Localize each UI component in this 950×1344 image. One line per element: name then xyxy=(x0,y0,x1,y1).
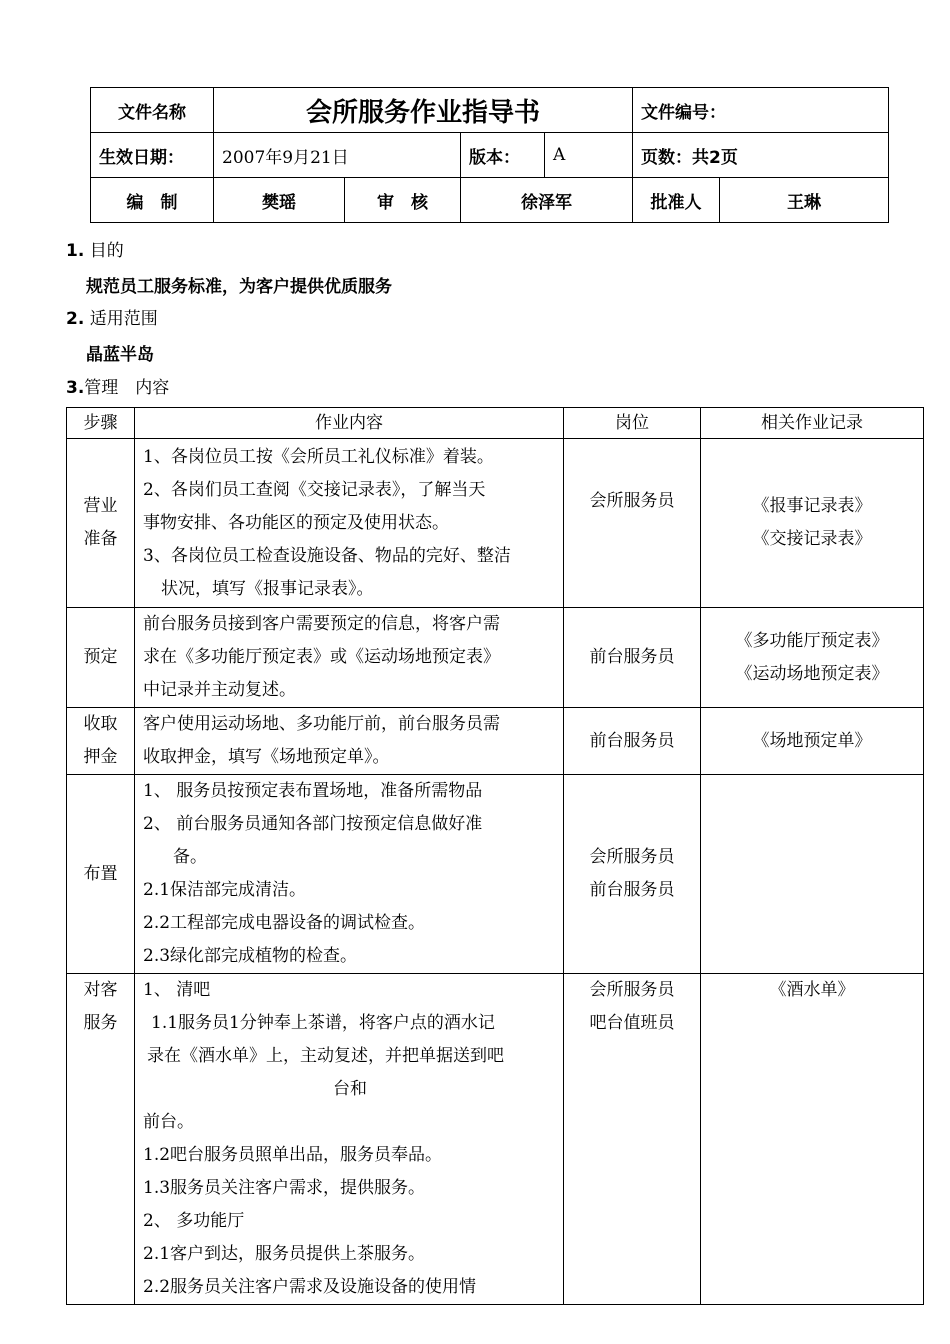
file-number-label: 文件编号： xyxy=(633,88,889,133)
step-cell xyxy=(67,708,135,775)
content-line: 客户使用运动场地、多功能厅前，前台服务员需 xyxy=(143,714,500,734)
content-line: 求在《多功能厅预定表》或《运动场地预定表》 xyxy=(143,647,500,667)
content-line: 2.1客户到达，服务员提供上茶服务。 xyxy=(143,1244,426,1264)
content-cell xyxy=(135,974,564,1305)
post-cell xyxy=(564,974,701,1305)
reviewed-label: 审 核 xyxy=(345,178,461,223)
content-line: 前台。 xyxy=(143,1112,194,1132)
effective-date-label: 生效日期： xyxy=(91,133,214,178)
section-2-number: 2. xyxy=(66,309,85,329)
content-cell xyxy=(135,775,564,974)
content-line: 备。 xyxy=(173,847,207,867)
content-line: 状况，填写《报事记录表》。 xyxy=(161,578,374,599)
content-line: 中记录并主动复述。 xyxy=(143,680,296,700)
content-line: 收取押金，填写《场地预定单》。 xyxy=(143,747,390,767)
step-text: 预定 xyxy=(83,647,118,667)
section-3-heading xyxy=(66,373,169,398)
content-line: 1、各岗位员工按《会所员工礼仪标准》着装。 xyxy=(143,446,494,467)
step-text: 对客 xyxy=(83,980,118,1000)
approved-by: 王琳 xyxy=(720,178,889,223)
section-1-number: 1. xyxy=(66,241,85,261)
content-line: 1、 清吧 xyxy=(143,980,211,1000)
record-text: 《多功能厅预定表》 xyxy=(735,630,889,651)
effective-date-value: 2007年9月21日 xyxy=(214,133,461,178)
content-line: 2、 前台服务员通知各部门按预定信息做好准 xyxy=(143,814,483,834)
step-text: 收取 xyxy=(83,714,118,734)
section-3-title: 管理 内容 xyxy=(84,378,170,398)
file-name-label: 文件名称 xyxy=(91,88,214,133)
content-line: 2、各岗们员工查阅《交接记录表》，了解当天 xyxy=(143,479,486,500)
step-text: 营业 xyxy=(83,496,118,516)
content-line: 1.3服务员关注客户需求，提供服务。 xyxy=(143,1178,426,1198)
records-cell xyxy=(701,974,924,1305)
step-cell xyxy=(67,974,135,1305)
step-text: 押金 xyxy=(83,747,118,767)
content-cell xyxy=(135,708,564,775)
section-2-text: 晶蓝半岛 xyxy=(86,345,154,365)
content-line: 事物安排、各功能区的预定及使用状态。 xyxy=(143,512,449,533)
page-count-label: 页数：共2页 xyxy=(633,133,889,178)
procedure-table xyxy=(66,407,924,1305)
post-cell xyxy=(564,708,701,775)
document-title: 会所服务作业指导书 xyxy=(214,88,633,133)
content-line: 前台服务员接到客户需要预定的信息，将客户需 xyxy=(143,614,500,634)
table-row xyxy=(67,608,924,708)
content-line: 3、各岗位员工检查设施设备、物品的完好、整洁 xyxy=(143,545,511,566)
post-text: 会所服务员 xyxy=(589,491,675,511)
content-line: 1.2吧台服务员照单出品，服务员奉品。 xyxy=(143,1145,443,1165)
post-text: 会所服务员 xyxy=(589,980,675,1000)
record-text: 《场地预定单》 xyxy=(752,730,872,751)
records-cell xyxy=(701,439,924,608)
post-cell xyxy=(564,775,701,974)
content-cell xyxy=(135,439,564,608)
section-1-heading xyxy=(66,236,124,261)
col-header-content: 作业内容 xyxy=(135,408,564,439)
table-row xyxy=(67,974,924,1305)
section-3-number: 3. xyxy=(66,378,85,398)
content-line: 1.1服务员1分钟奉上茶谱，将客户点的酒水记 xyxy=(151,1013,495,1033)
post-text: 前台服务员 xyxy=(589,730,675,751)
post-cell xyxy=(564,439,701,608)
step-text: 布置 xyxy=(83,863,118,884)
step-cell xyxy=(67,775,135,974)
content-line: 2.2服务员关注客户需求及设施设备的使用情 xyxy=(143,1277,477,1297)
content-line: 2.1保洁部完成清洁。 xyxy=(143,880,307,900)
table-row xyxy=(67,775,924,974)
record-text: 《报事记录表》 xyxy=(752,496,872,516)
col-header-post: 岗位 xyxy=(564,408,701,439)
version-label: 版本： xyxy=(461,133,545,178)
prepared-by: 樊瑶 xyxy=(214,178,345,223)
records-cell xyxy=(701,775,924,974)
post-text: 前台服务员 xyxy=(589,880,675,900)
content-cell xyxy=(135,608,564,708)
step-text: 准备 xyxy=(83,529,118,549)
section-1-title: 目的 xyxy=(84,241,124,261)
document-header-table xyxy=(90,87,889,223)
step-cell xyxy=(67,439,135,608)
content-line: 2.2工程部完成电器设备的调试检查。 xyxy=(143,913,426,933)
section-1-text: 规范员工服务标准，为客户提供优质服务 xyxy=(86,277,392,297)
content-line: 2、 多功能厅 xyxy=(143,1211,245,1231)
post-text: 前台服务员 xyxy=(589,647,675,667)
section-2-title: 适用范围 xyxy=(84,309,158,329)
record-text: 《酒水单》 xyxy=(769,980,855,1000)
content-line: 2.3绿化部完成植物的检查。 xyxy=(143,946,358,966)
step-cell xyxy=(67,608,135,708)
col-header-records: 相关作业记录 xyxy=(701,408,924,439)
version-value: A xyxy=(545,133,633,178)
post-text: 会所服务员 xyxy=(589,847,675,867)
record-text: 《运动场地预定表》 xyxy=(735,663,889,684)
table-row xyxy=(67,708,924,775)
post-text: 吧台值班员 xyxy=(589,1013,675,1033)
col-header-step: 步骤 xyxy=(67,408,135,439)
content-line: 录在《酒水单》上，主动复述，并把单据送到吧 xyxy=(147,1046,504,1066)
prepared-label: 编 制 xyxy=(91,178,214,223)
table-header-row xyxy=(67,408,924,439)
record-text: 《交接记录表》 xyxy=(752,529,872,549)
step-text: 服务 xyxy=(83,1013,118,1033)
content-line: 台和 xyxy=(333,1079,367,1099)
records-cell xyxy=(701,608,924,708)
post-cell xyxy=(564,608,701,708)
records-cell xyxy=(701,708,924,775)
approved-label: 批准人 xyxy=(633,178,720,223)
reviewed-by: 徐泽军 xyxy=(461,178,633,223)
section-2-heading xyxy=(66,304,158,329)
content-line: 1、 服务员按预定表布置场地，准备所需物品 xyxy=(143,781,483,801)
table-row xyxy=(67,439,924,608)
